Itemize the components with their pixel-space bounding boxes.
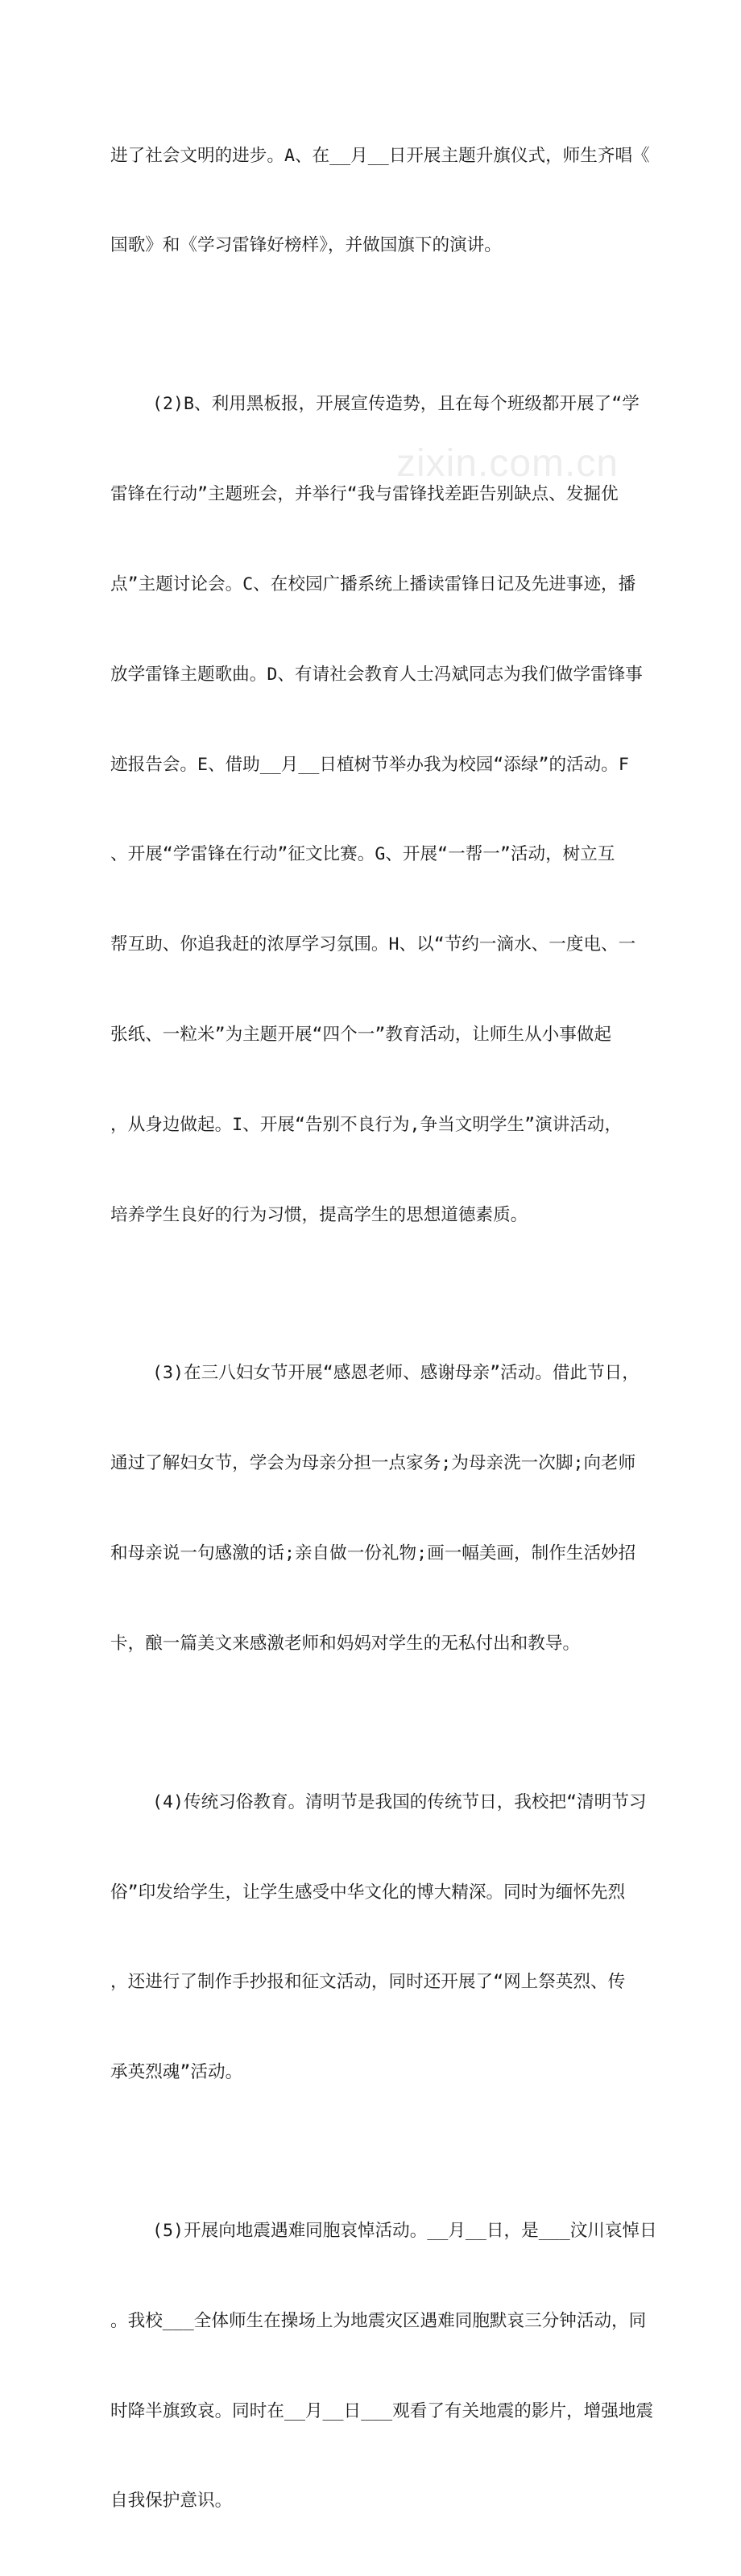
text-line: 迹报告会。E、借助__月__日植树节举办我为校园“添绿”的活动。F (110, 754, 629, 775)
text-line: 承英烈魂”活动。 (110, 2062, 243, 2083)
text-line: 国歌》和《学习雷锋好榜样》，并做国旗下的演讲。 (110, 235, 502, 256)
text-line: 自我保护意识。 (110, 2491, 233, 2512)
text-line: 张纸、一粒米”为主题开展“四个一”教育活动，让师生从小事做起 (110, 1025, 612, 1046)
text-line: 雷锋在行动”主题班会，并举行“我与雷锋找差距告别缺点、发掘优 (110, 483, 619, 504)
text-line: 。我校___全体师生在操场上为地震灾区遇难同胞默哀三分钟活动，同 (110, 2310, 647, 2331)
text-line: 俗”印发给学生，让学生感受中华文化的博大精深。同时为缅怀先烈 (110, 1882, 626, 1903)
text-line: (3)在三八妇女节开展“感恩老师、感谢母亲”活动。借此节日， (110, 1363, 640, 1384)
text-line: 卡，酿一篇美文来感激老师和妈妈对学生的无私付出和教导。 (110, 1634, 581, 1655)
text-line: ，还进行了制作手抄报和征文活动，同时还开展了“网上祭英烈、传 (110, 1972, 626, 1993)
watermark: zixin.com.cn (396, 442, 619, 485)
text-line: 和母亲说一句感激的话;亲自做一份礼物;画一幅美画，制作生活妙招 (110, 1543, 636, 1564)
text-line: 、开展“学雷锋在行动”征文比赛。G、开展“一帮一”活动，树立互 (110, 844, 615, 865)
paragraph-4 (110, 1727, 647, 2147)
text-line: 时降半旗致哀。同时在__月__日___观看了有关地震的影片，增强地震 (110, 2400, 654, 2421)
text-line: 帮互助、你追我赶的浓厚学习氛围。H、以“节约一滴水、一度电、一 (110, 934, 636, 955)
text-line: ，从身边做起。I、开展“告别不良行为,争当文明学生”演讲活动， (110, 1115, 623, 1136)
text-line: (2)B、利用黑板报，开展宣传造势，且在每个班级都开展了“学 (110, 393, 640, 414)
text-line: (4)传统习俗教育。清明节是我国的传统节日，我校把“清明节习 (110, 1791, 647, 1812)
text-line: 点”主题讨论会。C、在校园广播系统上播读雷锋日记及先进事迹，播 (110, 574, 636, 594)
paragraph-5 (110, 2156, 657, 2576)
text-line: 进了社会文明的进步。A、在__月__日开展主题升旗仪式，师生齐唱《 (110, 145, 650, 166)
text-line: 通过了解妇女节，学会为母亲分担一点家务;为母亲洗一次脚;向老师 (110, 1453, 636, 1474)
paragraph-1 (110, 81, 650, 321)
text-line: (5)开展向地震遇难同胞哀悼活动。__月__日，是___汶川哀悼日 (110, 2220, 657, 2241)
text-line: 放学雷锋主题歌曲。D、有请社会教育人士冯斌同志为我们做学雷锋事 (110, 664, 643, 685)
paragraph-3 (110, 1298, 640, 1719)
text-line: 培养学生良好的行为习惯，提高学生的思想道德素质。 (110, 1204, 528, 1225)
